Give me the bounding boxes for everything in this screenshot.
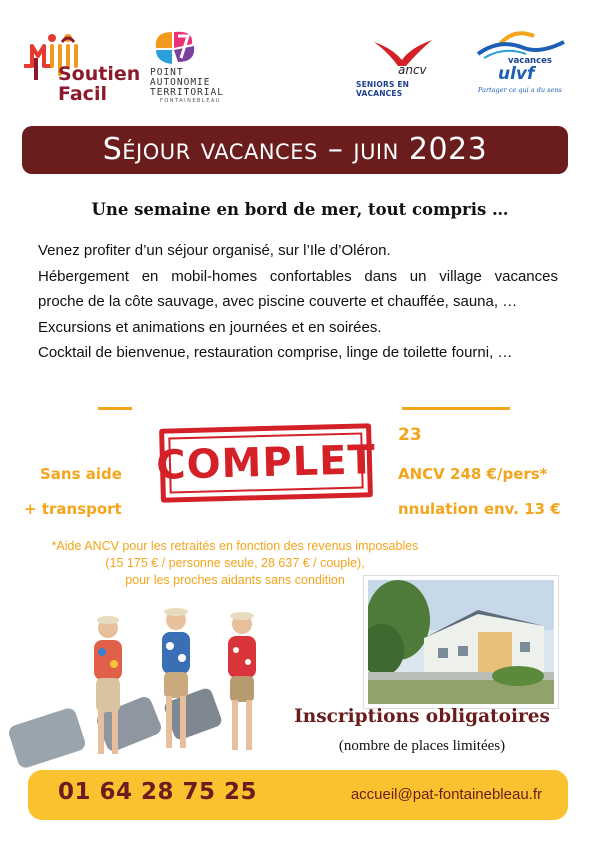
soutien-facil-logo — [22, 28, 142, 108]
complet-stamp — [155, 423, 377, 503]
divider-right — [402, 407, 510, 410]
aid-note-line: *Aide ANCV pour les retraités en fonction des revenus imposables — [51, 539, 419, 553]
ancv-logo — [352, 38, 452, 98]
pat-emblem — [150, 28, 210, 68]
aid-note-line: (15 175 € / personne seule, 28 637 € / couple), — [105, 556, 365, 570]
pat-logo — [150, 28, 250, 106]
contact-bar — [28, 770, 568, 820]
title-banner — [22, 126, 568, 174]
description — [38, 238, 558, 366]
holiday-village-photo — [364, 576, 558, 708]
description-line: Hébergement en mobil-homes confortables dans un village vacances — [38, 267, 558, 285]
stamp-text: COMPLET — [155, 437, 377, 489]
ulvf-tagline: Partager ce qui a du sens — [478, 86, 562, 94]
phone-number[interactable]: 01 64 28 75 25 — [58, 779, 258, 805]
price-right-2: nnulation env. 13 € — [398, 500, 561, 518]
description-line: Venez profiter d’un séjour organisé, sur l’Ile d’Oléron. — [38, 242, 391, 259]
price-left-1: Sans aide — [40, 465, 122, 483]
divider-left — [98, 407, 132, 410]
description-line: proche de la côte sauvage, avec piscine couverte et chauffée, sauna, … — [38, 293, 518, 310]
registration-subtitle: (nombre de places limitées) — [338, 738, 506, 754]
registration-title: Inscriptions obligatoires — [294, 706, 550, 727]
description-line: Excursions et animations en journées et en soirées. — [38, 318, 382, 336]
price-right-1: ANCV 248 €/pers* — [398, 465, 548, 483]
seniors-travel-photo — [8, 608, 270, 774]
ulvf-wave-icon — [470, 26, 570, 60]
price-year-fragment: 23 — [398, 425, 422, 445]
email-link[interactable]: accueil@pat-fontainebleau.fr — [350, 786, 542, 803]
description-line: Cocktail de bienvenue, restauration comprise, linge de toilette fourni, … — [38, 344, 513, 361]
pat-line-3: TERRITORIAL — [150, 87, 224, 98]
price-left-2: + transport — [24, 500, 122, 518]
ancv-name: ancv — [398, 63, 427, 77]
stamp-overlay — [134, 402, 398, 522]
ulvf-logo — [470, 26, 570, 104]
page-subtitle: Une semaine en bord de mer, tout compris … — [91, 200, 509, 219]
soutien-word: Soutien — [58, 63, 141, 85]
pat-line-1: POINT — [150, 67, 184, 78]
facil-word: Facil — [58, 83, 107, 105]
aid-note-line: pour les proches aidants sans condition — [125, 573, 345, 587]
pat-sub: FONTAINEBLEAU — [160, 98, 221, 104]
ulvf-name: ulvf — [498, 64, 535, 84]
ancv-tagline: SENIORS EN VACANCES — [356, 80, 410, 98]
ulvf-vacances: vacances — [508, 56, 552, 66]
pat-line-2: AUTONOMIE — [150, 77, 211, 88]
page-title: Séjour vacances – juin 2023 — [102, 132, 488, 167]
